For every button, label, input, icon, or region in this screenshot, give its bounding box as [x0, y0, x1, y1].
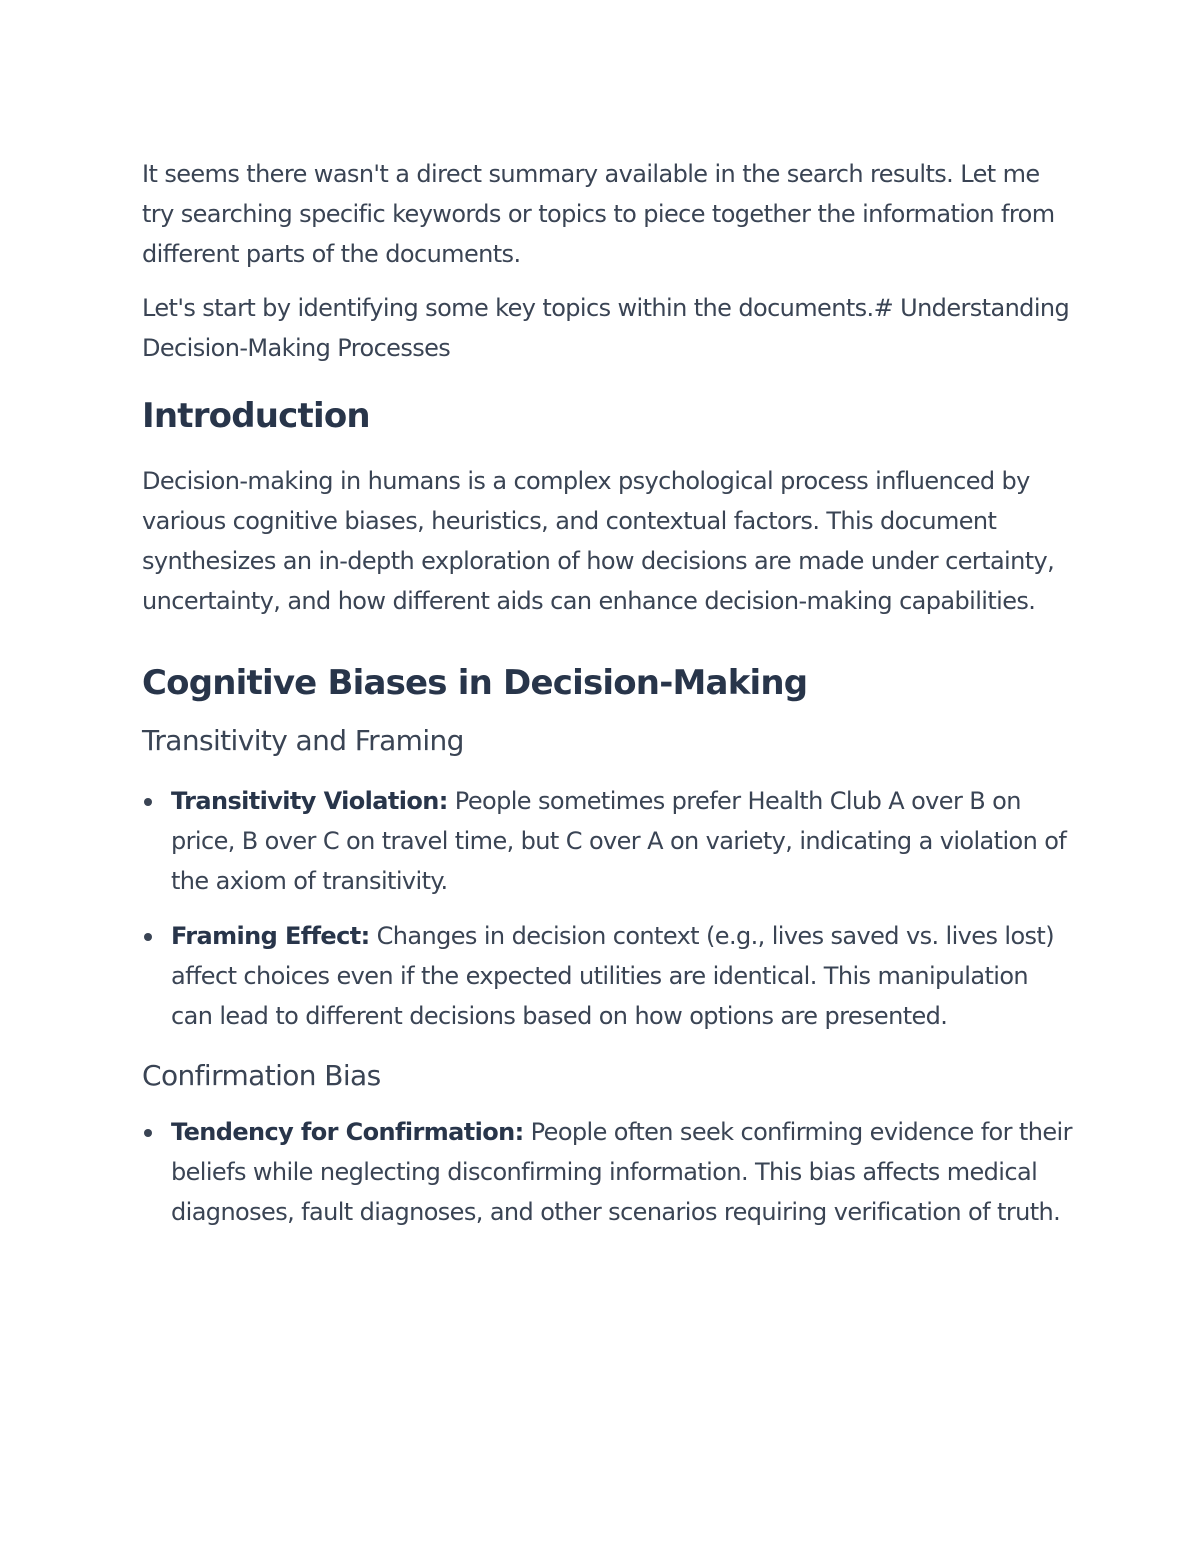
- list-item-text: Changes in decision context (e.g., lives saved vs. lives lost) affect choices even if the expected utilities are identical. This manipulation can lead to different decisions based on how options are presented.: [171, 922, 1055, 1030]
- transitivity-framing-list: [142, 781, 1072, 1036]
- list-item-term: Tendency for Confirmation:: [171, 1118, 524, 1146]
- introduction-paragraph: Decision-making in humans is a complex psychological process influenced by various cognitive biases, heuristics, and contextual factors. This document synthesizes an in-depth exploration of how decisions are made under certainty, uncertainty, and how different aids can enhance decision-making capabilities.: [142, 467, 1055, 615]
- intro-paragraph: It seems there wasn't a direct summary available in the search results. Let me try searching specific keywords or topics to piece together the information from different parts of the documents.: [142, 160, 1055, 268]
- transitivity-framing-subheading: Transitivity and Framing: [142, 724, 464, 757]
- intro-paragraph: Let's start by identifying some key topics within the documents.# Understanding Decision-Making Processes: [142, 294, 1070, 362]
- bullet-icon: [144, 798, 152, 806]
- bullet-icon: [144, 1129, 152, 1137]
- confirmation-bias-subheading: Confirmation Bias: [142, 1059, 381, 1092]
- document-page: [142, 154, 1072, 1232]
- list-item-term: Framing Effect:: [171, 922, 370, 950]
- confirmation-bias-list: [142, 1112, 1072, 1232]
- list-item-text: People often seek confirming evidence for their beliefs while neglecting disconfirming information. This bias affects medical diagnoses, fault diagnoses, and other scenarios requiring verification of truth.: [171, 1118, 1072, 1226]
- introduction-heading: Introduction: [142, 396, 370, 436]
- list-item: [142, 1112, 1072, 1232]
- list-item-term: Transitivity Violation:: [171, 787, 448, 815]
- cognitive-biases-heading: Cognitive Biases in Decision-Making: [142, 663, 808, 703]
- list-item: [142, 781, 1072, 901]
- bullet-icon: [144, 933, 152, 941]
- list-item-text: People sometimes prefer Health Club A over B on price, B over C on travel time, but C over A on variety, indicating a violation of the axiom of transitivity.: [171, 787, 1067, 895]
- list-item: [142, 916, 1072, 1036]
